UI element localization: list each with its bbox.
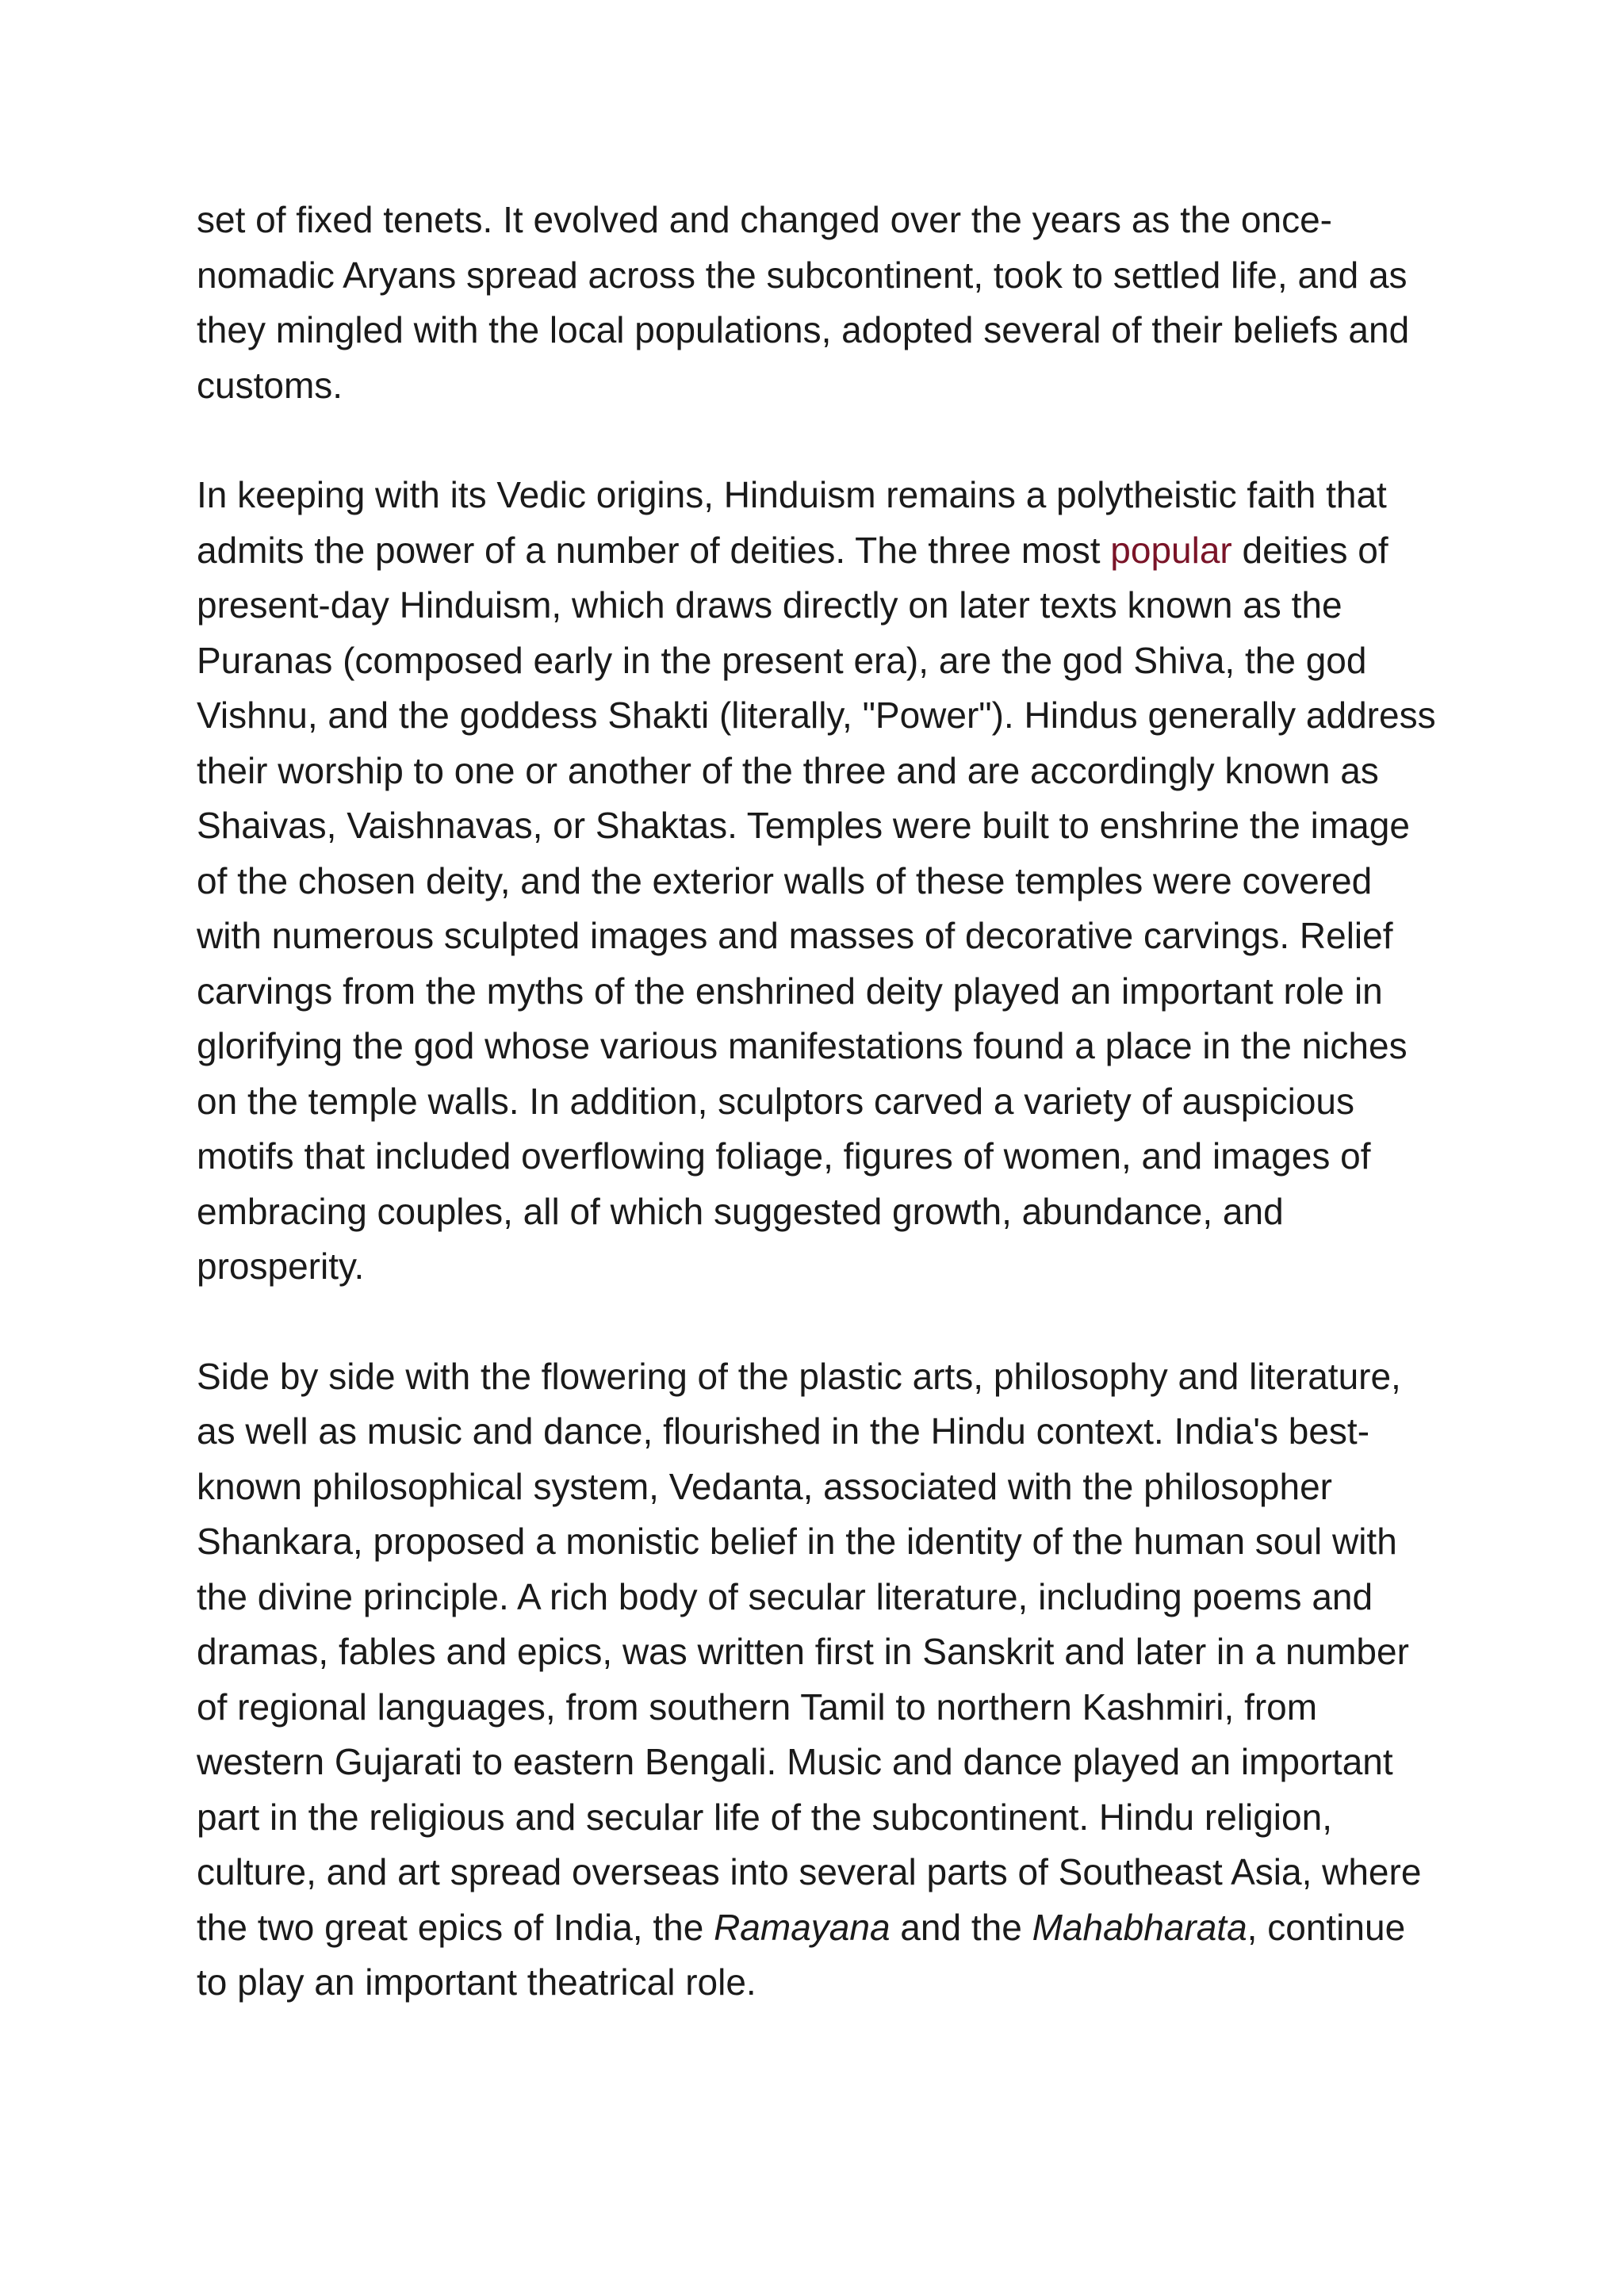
document-page bbox=[197, 193, 1442, 2011]
paragraph-arts-philosophy bbox=[197, 1349, 1442, 2011]
paragraph-text-part1: Side by side with the flowering of the plastic arts, philosophy and literature, as well as music and dance, flourished in the Hindu context. India's best-known philosophical system, Vedanta, associated with the philosopher Shankara, proposed a monistic belief in the identity of the human soul with the divine principle. A rich body of secular literature, including poems and dramas, fables and epics, was written first in Sanskrit and later in a number of regional languages, from southern Tamil to northern Kashmiri, from western Gujarati to eastern Bengali. Music and dance played an important part in the religious and secular life of the subcontinent. Hindu religion, culture, and art spread overseas into several parts of Southeast Asia, where the two great epics of India, the bbox=[197, 1355, 1422, 1948]
paragraph-text-part3: , continue to play an important theatrical role. bbox=[197, 1906, 1406, 2003]
epic-title-ramayana: Ramayana bbox=[714, 1906, 891, 1948]
popular-link[interactable]: popular bbox=[1110, 529, 1232, 571]
epic-title-mahabharata: Mahabharata bbox=[1032, 1906, 1247, 1948]
paragraph-text: set of fixed tenets. It evolved and changed over the years as the once-nomadic Aryans spread across the subcontinent, took to settled life, and as they mingled with the local populations, adopted several of their beliefs and customs. bbox=[197, 199, 1410, 406]
paragraph-text-part2: and the bbox=[890, 1906, 1032, 1948]
paragraph-text-end: deities of present-day Hinduism, which draws directly on later texts known as the Puranas (composed early in the present era), are the god Shiva, the god Vishnu, and the goddess Shakti (literally, "Power"). Hindus generally address their worship to one or another of the three and are accordingly known as Shaivas, Vaishnavas, or Shaktas. Temples were built to enshrine the image of the chosen deity, and the exterior walls of these temples were covered with numerous sculpted images and masses of decorative carvings. Relief carvings from the myths of the enshrined deity played an important role in glorifying the god whose various manifestations found a place in the niches on the temple walls. In addition, sculptors carved a variety of auspicious motifs that included overflowing foliage, figures of women, and images of embracing couples, all of which suggested growth, abundance, and prosperity. bbox=[197, 529, 1436, 1287]
paragraph-text-start: In keeping with its Vedic origins, Hinduism remains a polytheistic faith that admits the power of a number of deities. The three most bbox=[197, 474, 1387, 571]
paragraph-deities bbox=[197, 468, 1442, 1295]
paragraph-aryan-evolution bbox=[197, 193, 1442, 413]
